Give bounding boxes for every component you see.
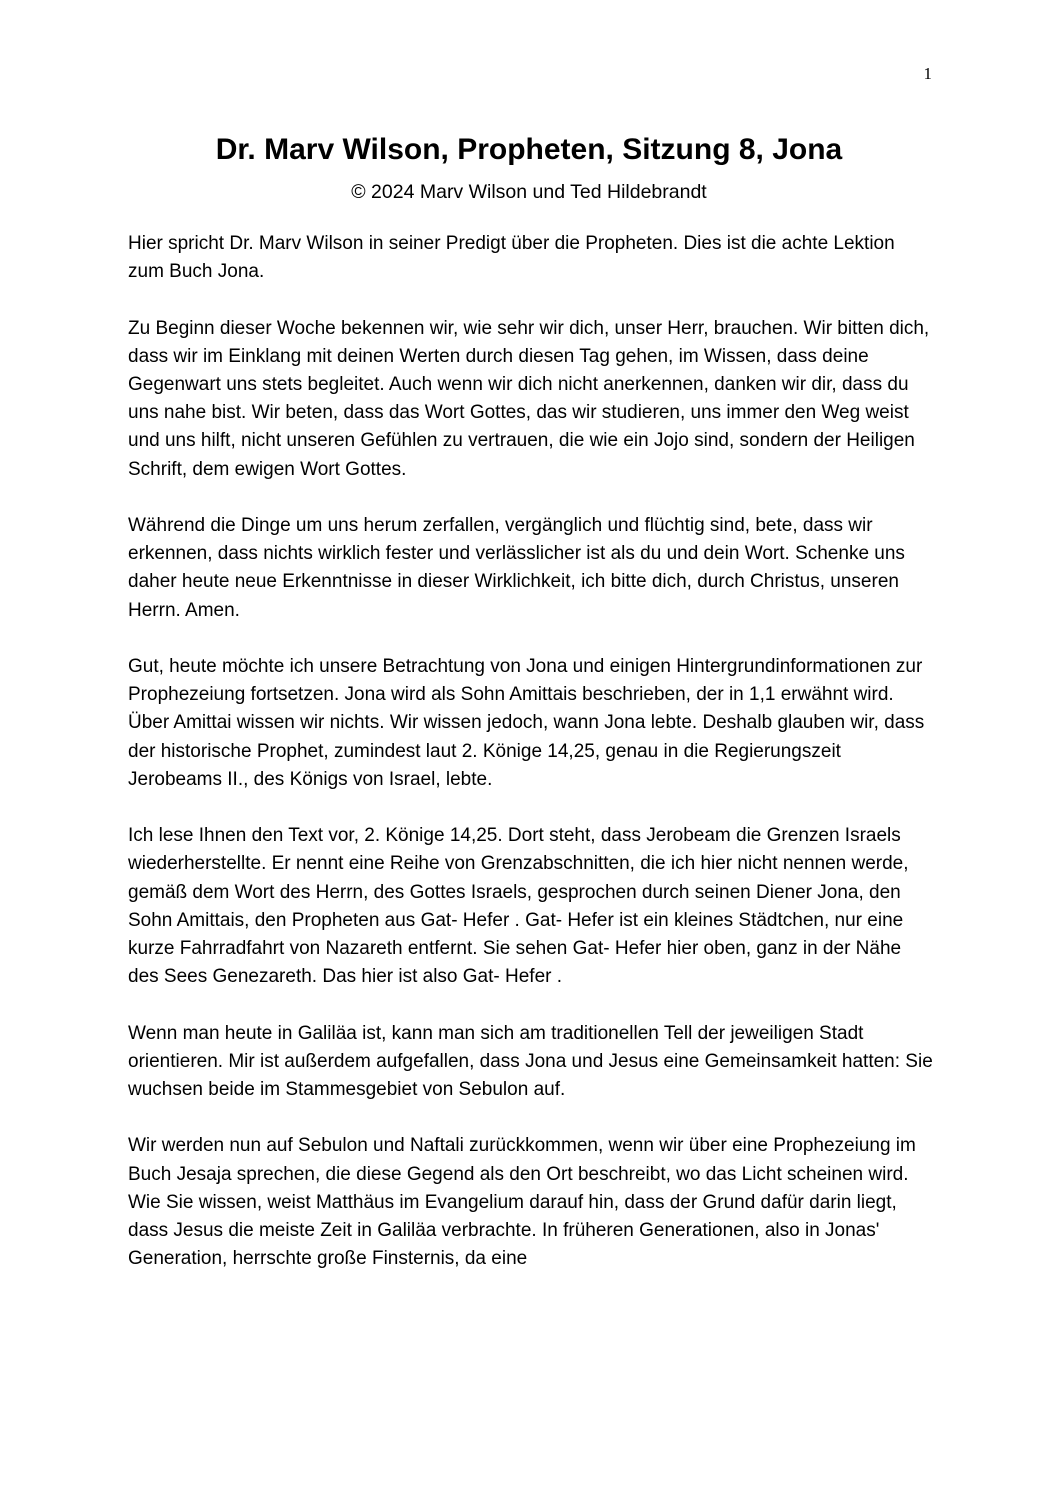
document-body [128,230,933,1302]
paragraph-jona-background: Gut, heute möchte ich unsere Betrachtung von Jona und einigen Hintergrundinformationen zur Prophezeiung fortsetzen. Jona wird als Sohn Amittais beschrieben, der in 1,1 erwähnt wird. Über Amittai wissen wir nichts. Wir wissen jedoch, wann Jona lebte. Deshalb glauben wir, dass der historische Prophet, zumindest laut 2. Könige 14,25, genau in die Regierungszeit Jerobeams II., des Königs von Israel, lebte. [128,656,925,790]
page-number: 1 [923,64,932,83]
paragraph-galilaea: Wenn man heute in Galiläa ist, kann man sich am traditionellen Tell der jeweiligen Stadt orientieren. Mir ist außerdem aufgefallen, dass Jona und Jesus eine Gemeinsamkeit hatten: Sie wuchsen beide im Stammesgebiet von Sebulon auf. [128,1022,933,1101]
paragraph-prayer-continued: Während die Dinge um uns herum zerfallen, vergänglich und flüchtig sind, bete, dass wir erkennen, dass nichts wirklich fester und verlässlicher ist als du und dein Wort. Schenke uns daher heute neue Erkenntnisse in dieser Wirklichkeit, ich bitte dich, durch Christus, unseren Herrn. Amen. [128,515,905,621]
copyright-line: © 2024 Marv Wilson und Ted Hildebrandt [351,181,707,203]
paragraph-intro: Hier spricht Dr. Marv Wilson in seiner Predigt über die Propheten. Dies ist die achte Lektion zum Buch Jona. [128,233,895,283]
paragraph-prayer: Zu Beginn dieser Woche bekennen wir, wie sehr wir dich, unser Herr, brauchen. Wir bitten dich, dass wir im Einklang mit deinen Werten durch diesen Tag gehen, im Wissen, dass deine Gegenwart uns stets begleitet. Auch wenn wir dich nicht anerkennen, danken wir dir, dass du uns nahe bist. Wir beten, dass das Wort Gottes, das wir studieren, uns immer den Weg weist und uns hilft, nicht unseren Gefühlen zu vertrauen, die wie ein Jojo sind, sondern der Heiligen Schrift, dem ewigen Wort Gottes. [128,317,930,480]
document-title: Dr. Marv Wilson, Propheten, Sitzung 8, Jona [215,133,843,166]
paragraph-gat-hefer: Ich lese Ihnen den Text vor, 2. Könige 14,25. Dort steht, dass Jerobeam die Grenzen Israels wiederherstellte. Er nennt eine Reihe von Grenzabschnitten, die ich hier nicht nennen werde, gemäß dem Wort des Herrn, des Gottes Israels, gesprochen durch seinen Diener Jona, den Sohn Amittais, den Propheten aus Gat- Hefer . Gat- Hefer ist ein kleines Städtchen, nur eine kurze Fahrradfahrt von Nazareth entfernt. Sie sehen Gat- Hefer hier oben, ganz in der Nähe des Sees Genezareth. Das hier ist also Gat- Hefer . [128,825,909,988]
paragraph-sebulon-naftali: Wir werden nun auf Sebulon und Naftali zurückkommen, wenn wir über eine Prophezeiung im Buch Jesaja sprechen, die diese Gegend als den Ort beschreibt, wo das Licht scheinen wird. Wie Sie wissen, weist Matthäus im Evangelium darauf hin, dass der Grund dafür darin liegt, dass Jesus die meiste Zeit in Galiläa verbrachte. In früheren Generationen, also in Jonas' Generation, herrschte große Finsternis, da eine [128,1135,916,1270]
